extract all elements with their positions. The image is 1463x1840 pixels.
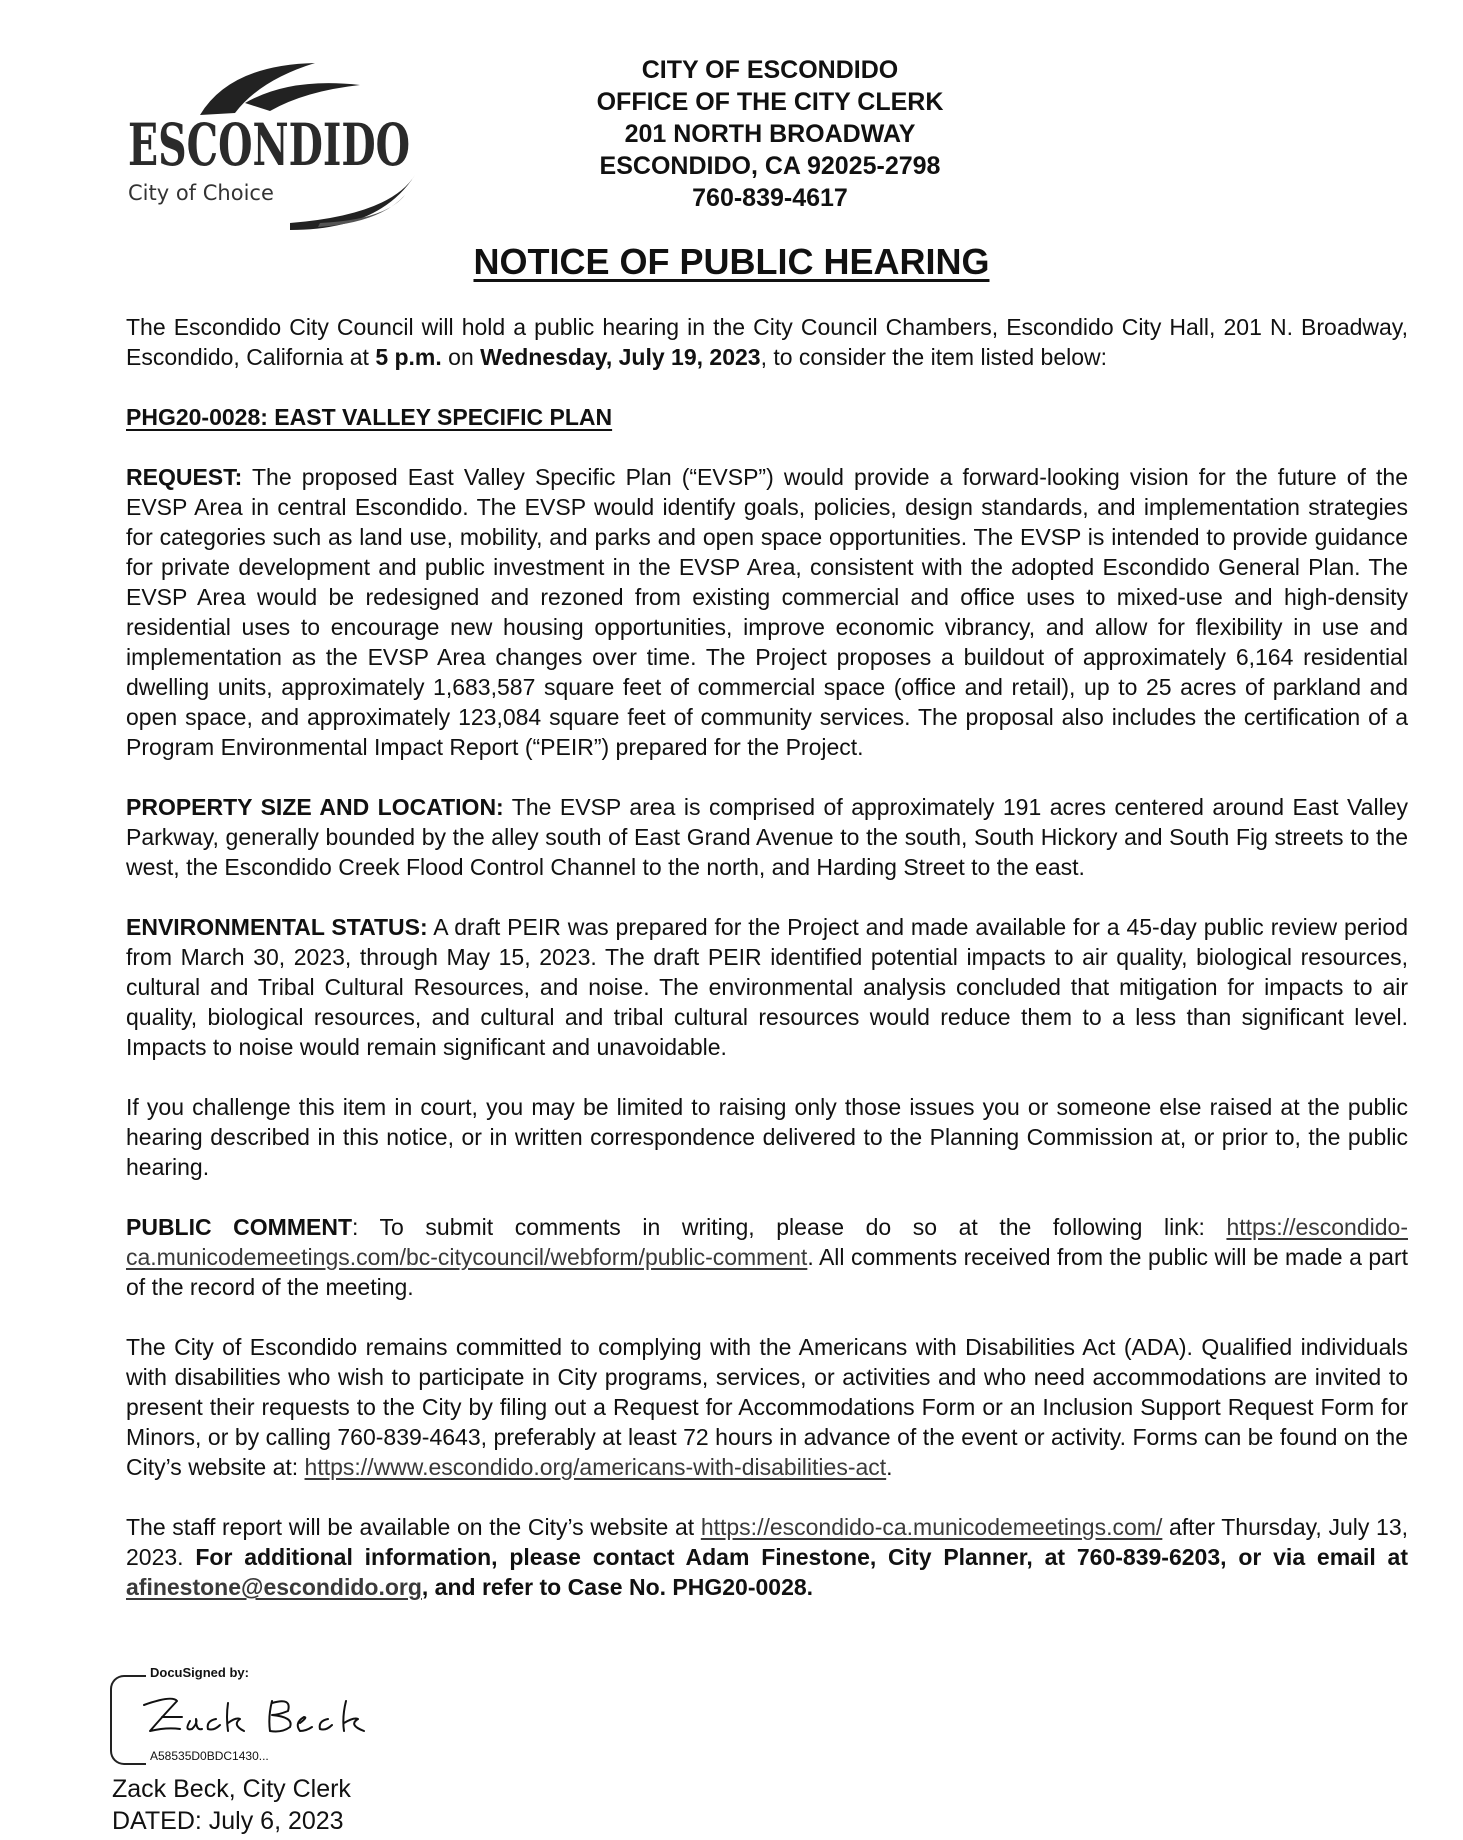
header-line-office: OFFICE OF THE CITY CLERK (596, 88, 944, 116)
docusign-block (110, 1665, 410, 1765)
docusign-envelope-id: A58535D0BDC1430... (150, 1749, 269, 1763)
staff-report-paragraph: The staff report will be available on the City’s website at https://escondido-ca.municodemeetings.com/ after Thursday, July 13, 2023. For additional information, please contact Adam Finestone, City Planner, at 760-839-6203, or via email at afinestone@escondido.org, and refer to Case No. PHG20-0028. (126, 1514, 1409, 1600)
ada-link[interactable]: https://www.escondido.org/americans-with-disabilities-act (304, 1454, 887, 1480)
challenge-paragraph: If you challenge this item in court, you may be limited to raising only those issues you or someone else raised at the public hearing described in this notice, or in written correspondence delivered to the Planning Commission at, or prior to, the public hearing. (126, 1094, 1408, 1180)
case-heading: PHG20-0028: EAST VALLEY SPECIFIC PLAN (126, 404, 613, 430)
ada-paragraph: The City of Escondido remains committed to complying with the Americans with Disabilities Act (ADA). Qualified individuals with disabilities who wish to participate in City programs, services, or activities and who need accommodations are invited to present their requests to the City by filing out a Request for Accommodations Form or an Inclusion Support Request Form for Minors, or by calling 760-839-4643, preferably at least 72 hours in advance of the event or activity. Forms can be found on the City’s website at: https://www.escondido.org/americans-with-disabilities-act. (126, 1334, 1408, 1480)
logo-tagline: City of Choice (128, 181, 274, 205)
notice-title-wrap (0, 240, 1463, 284)
notice-body (126, 312, 1408, 1602)
logo-wordmark: ESCONDIDO (128, 111, 410, 179)
city-logo (128, 55, 500, 235)
header-line-street: 201 NORTH BROADWAY (624, 120, 916, 148)
signed-date: DATED: July 6, 2023 (112, 1807, 344, 1835)
handwritten-signature (132, 1687, 392, 1747)
signer-block (112, 1773, 351, 1837)
environmental-paragraph: ENVIRONMENTAL STATUS: A draft PEIR was prepared for the Project and made available for a 45-day public review period from March 30, 2023, through May 15, 2023. The draft PEIR identified potential impacts to air quality, biological resources, cultural and Tribal Cultural Resources, and noise. The environmental analysis concluded that mitigation for impacts to air quality, biological resources, and cultural and tribal cultural resources would reduce them to a less than significant level. Impacts to noise would remain significant and unavoidable. (126, 914, 1408, 1060)
staff-report-link[interactable]: https://escondido-ca.municodemeetings.com/ (700, 1514, 1163, 1540)
header-line-city: CITY OF ESCONDIDO (641, 56, 899, 84)
public-comment-label: PUBLIC COMMENT (126, 1214, 352, 1240)
email-link[interactable]: afinestone@escondido.org (126, 1574, 422, 1600)
request-paragraph: REQUEST: The proposed East Valley Specific Plan (“EVSP”) would provide a forward-looking vision for the future of the EVSP Area in central Escondido. The EVSP would identify goals, policies, design standards, and implementation strategies for categories such as land use, mobility, and parks and open space opportunities. The EVSP is intended to provide guidance for private development and public investment in the EVSP Area, consistent with the adopted Escondido General Plan. The EVSP Area would be redesigned and rezoned from existing commercial and office uses to mixed-use and high-density residential uses to encourage new housing opportunities, improve economic vibrancy, and allow for flexibility in use and implementation as the EVSP Area changes over time. The Project proposes a buildout of approximately 6,164 residential dwelling units, approximately 1,683,587 square feet of commercial space (office and retail), up to 25 acres of parkland and open space, and approximately 123,084 square feet of community services. The proposal also includes the certification of a Program Environmental Impact Report (“PEIR”) prepared for the Project. (126, 464, 1408, 760)
header-line-citystate: ESCONDIDO, CA 92025-2798 (599, 152, 941, 180)
clerk-office-header (520, 54, 1020, 214)
environmental-label: ENVIRONMENTAL STATUS: (126, 914, 428, 940)
header-line-phone: 760-839-4617 (692, 184, 848, 212)
property-paragraph: PROPERTY SIZE AND LOCATION: The EVSP area is comprised of approximately 191 acres centered around East Valley Parkway, generally bounded by the alley south of East Grand Avenue to the south, South Hickory and South Fig streets to the west, the Escondido Creek Flood Control Channel to the north, and Harding Street to the east. (126, 794, 1408, 880)
public-comment-paragraph: PUBLIC COMMENT: To submit comments in writing, please do so at the following link: https://escondido-ca.municodemeetings.com/bc-citycouncil/webform/public-comment. All comments received from the public will be made a part of the record of the meeting. (126, 1214, 1408, 1300)
docusign-label: DocuSigned by: (150, 1665, 249, 1680)
signer-name-title: Zack Beck, City Clerk (112, 1775, 351, 1803)
intro-paragraph: The Escondido City Council will hold a public hearing in the City Council Chambers, Escondido City Hall, 201 N. Broadway, Escondido, California at 5 p.m. on Wednesday, July 19, 2023, to consider the item listed below: (126, 314, 1408, 370)
property-label: PROPERTY SIZE AND LOCATION: (126, 794, 504, 820)
public-comment-link[interactable]: https://escondido-ca.municodemeetings.com/bc-citycouncil/webform/public-comment (126, 1214, 1408, 1270)
request-label: REQUEST: (126, 464, 243, 490)
notice-title: NOTICE OF PUBLIC HEARING (473, 241, 990, 282)
escondido-logo-graphic (128, 55, 500, 235)
